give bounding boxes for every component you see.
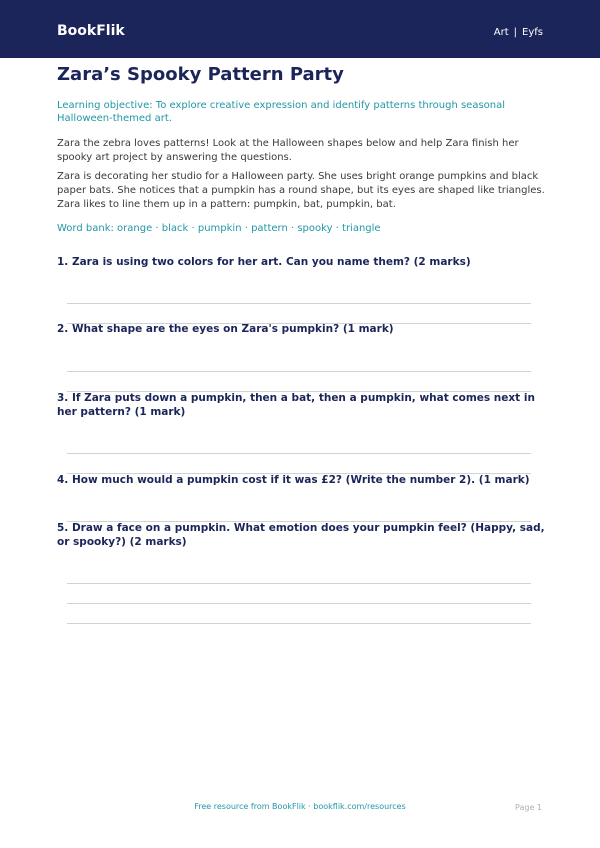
learning-objective: Learning objective: To explore creative expression and identify patterns through seasonal Halloween-themed art.: [57, 100, 506, 124]
worksheet-title: Zara’s Spooky Pattern Party: [57, 64, 344, 85]
tag-separator: |: [513, 27, 518, 38]
word-bank: Word bank: orange · black · pumpkin · pattern · spooky · triangle: [57, 223, 381, 234]
question-5: 5. Draw a face on a pumpkin. What emotion does your pumpkin feel? (Happy, sad, or spooky?) (2 marks): [57, 522, 545, 548]
page-number: Page 1: [515, 803, 542, 812]
header-bar: [0, 0, 600, 58]
answer-line[interactable]: [67, 583, 531, 584]
answer-line[interactable]: [67, 303, 531, 304]
brand-logo[interactable]: BookFlik: [57, 23, 125, 39]
question-1: 1. Zara is using two colors for her art. Can you name them? (2 marks): [57, 256, 471, 268]
answer-line[interactable]: [67, 371, 531, 372]
footer-credit[interactable]: Free resource from BookFlik · bookflik.com/resources: [194, 802, 406, 811]
question-2: 2. What shape are the eyes on Zara's pumpkin? (1 mark): [57, 323, 394, 335]
answer-line[interactable]: [67, 623, 531, 624]
answer-line[interactable]: [67, 453, 531, 454]
subject-tag: Art: [493, 27, 509, 38]
subject-tags: [494, 27, 543, 38]
story-paragraph: Zara is decorating her studio for a Halloween party. She uses bright orange pumpkins and black paper bats. She notices that a pumpkin has a round shape, but its eyes are shaped like triangles. Zara likes to line them up in a pattern: pumpkin, bat, pumpkin, bat.: [57, 171, 545, 210]
level-tag: Eyfs: [522, 27, 543, 38]
question-4: 4. How much would a pumpkin cost if it was £2? (Write the number 2). (1 mark): [57, 474, 530, 486]
answer-line[interactable]: [67, 603, 531, 604]
question-3: 3. If Zara puts down a pumpkin, then a bat, then a pumpkin, what comes next in her pattern? (1 mark): [57, 392, 535, 418]
intro-paragraph: Zara the zebra loves patterns! Look at the Halloween shapes below and help Zara finish her spooky art project by answering the questions.: [57, 138, 519, 163]
